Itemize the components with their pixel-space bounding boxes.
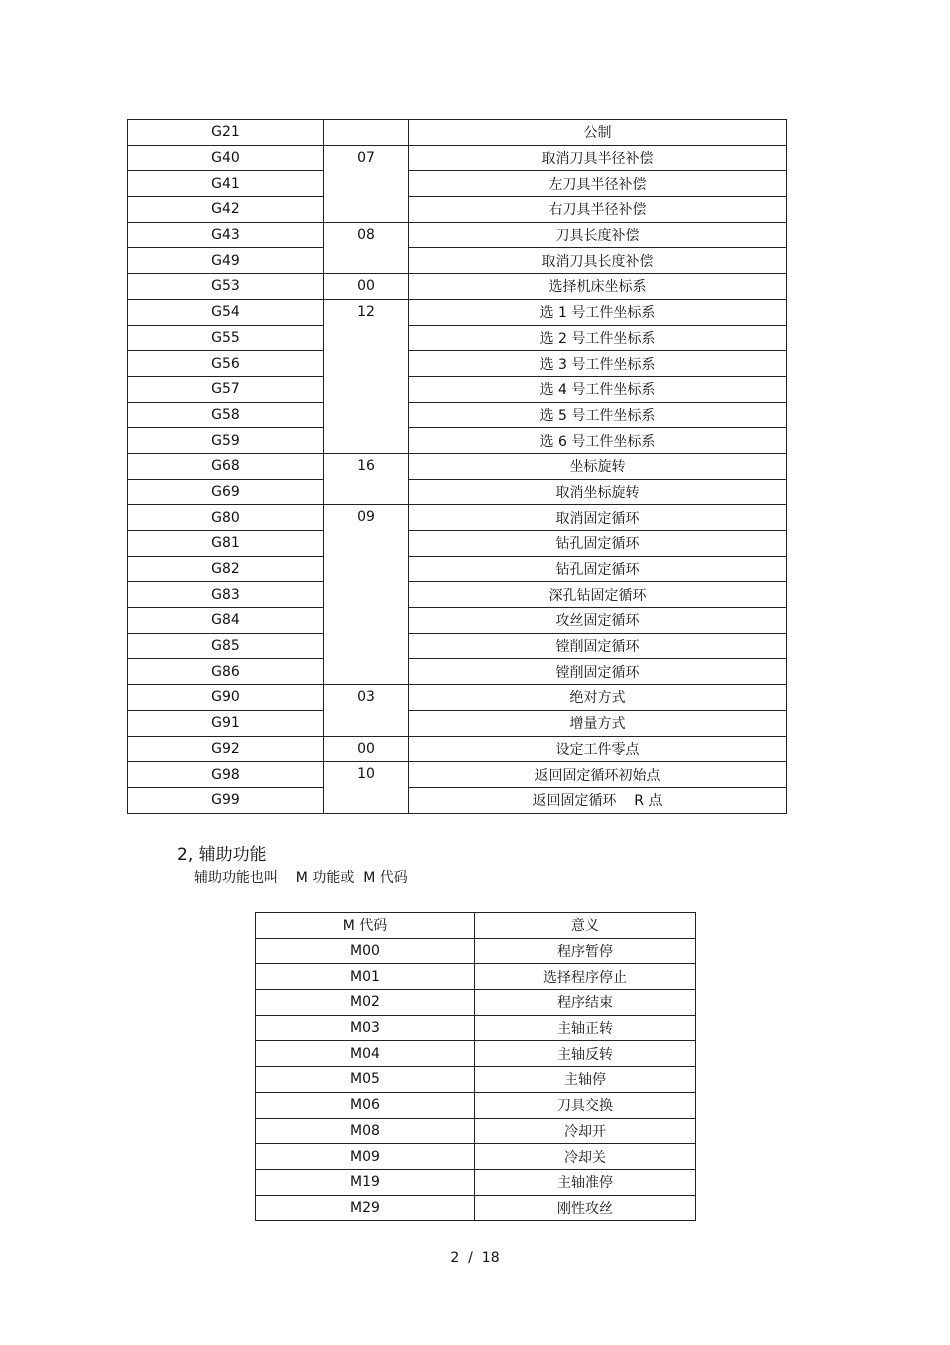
- meaning-cell: 冷却开: [475, 1118, 696, 1144]
- meaning-cell: 深孔钻固定循环: [409, 582, 787, 608]
- table-row: [256, 964, 696, 990]
- g-code-cell: G90: [128, 685, 324, 711]
- meaning-cell: 选 4 号工件坐标系: [409, 376, 787, 402]
- meaning-cell: 选 6 号工件坐标系: [409, 428, 787, 454]
- g-code-cell: G21: [128, 120, 324, 146]
- table-row: [128, 556, 787, 582]
- column-header-meaning: 意义: [475, 913, 696, 939]
- m-code-cell: M29: [256, 1195, 475, 1221]
- table-row: [128, 351, 787, 377]
- table-row: [256, 1195, 696, 1221]
- meaning-cell: 程序暂停: [475, 938, 696, 964]
- table-row: [256, 1169, 696, 1195]
- g-code-cell: G69: [128, 479, 324, 505]
- table-row: [128, 428, 787, 454]
- meaning-cell: 冷却关: [475, 1144, 696, 1170]
- table-header-row: [256, 913, 696, 939]
- meaning-cell: 选 1 号工件坐标系: [409, 299, 787, 325]
- g-code-cell: G40: [128, 145, 324, 171]
- g-code-cell: G91: [128, 710, 324, 736]
- m-code-cell: M06: [256, 1092, 475, 1118]
- table-row: [128, 736, 787, 762]
- table-row: [128, 197, 787, 223]
- meaning-cell: 刚性攻丝: [475, 1195, 696, 1221]
- m-code-cell: M04: [256, 1041, 475, 1067]
- g-code-cell: G84: [128, 608, 324, 634]
- group-cell: 09: [324, 505, 409, 685]
- table-row: [128, 453, 787, 479]
- meaning-cell: 取消刀具半径补偿: [409, 145, 787, 171]
- meaning-cell: 坐标旋转: [409, 453, 787, 479]
- m-code-table: [255, 912, 696, 1221]
- table-row: [128, 531, 787, 557]
- g-code-cell: G82: [128, 556, 324, 582]
- g-code-cell: G81: [128, 531, 324, 557]
- meaning-cell: 选择程序停止: [475, 964, 696, 990]
- m-code-cell: M03: [256, 1015, 475, 1041]
- table-row: [256, 938, 696, 964]
- meaning-cell: 取消固定循环: [409, 505, 787, 531]
- meaning-cell: 主轴停: [475, 1067, 696, 1093]
- group-cell: 08: [324, 222, 409, 273]
- g-code-cell: G86: [128, 659, 324, 685]
- m-code-cell: M09: [256, 1144, 475, 1170]
- meaning-cell: 取消坐标旋转: [409, 479, 787, 505]
- g-code-table: [127, 119, 787, 814]
- meaning-cell: 公制: [409, 120, 787, 146]
- column-header-code: M 代码: [256, 913, 475, 939]
- g-code-cell: G68: [128, 453, 324, 479]
- g-code-cell: G80: [128, 505, 324, 531]
- meaning-cell: 主轴正转: [475, 1015, 696, 1041]
- g-code-cell: G57: [128, 376, 324, 402]
- table-row: [128, 274, 787, 300]
- meaning-cell: 取消刀具长度补偿: [409, 248, 787, 274]
- table-row: [256, 990, 696, 1016]
- g-code-cell: G59: [128, 428, 324, 454]
- meaning-cell: 刀具长度补偿: [409, 222, 787, 248]
- meaning-cell: 钻孔固定循环: [409, 531, 787, 557]
- meaning-cell: 主轴反转: [475, 1041, 696, 1067]
- group-cell: 16: [324, 453, 409, 504]
- m-code-cell: M00: [256, 938, 475, 964]
- table-row: [256, 1041, 696, 1067]
- table-row: [128, 325, 787, 351]
- table-row: [128, 659, 787, 685]
- page-number: 2 / 18: [450, 1250, 500, 1266]
- section-description: 辅助功能也叫 M 功能或 M 代码: [194, 870, 408, 886]
- table-row: [128, 608, 787, 634]
- table-row: [128, 685, 787, 711]
- g-code-cell: G41: [128, 171, 324, 197]
- m-code-cell: M08: [256, 1118, 475, 1144]
- group-cell: 07: [324, 145, 409, 222]
- meaning-cell: 选 5 号工件坐标系: [409, 402, 787, 428]
- meaning-cell: 左刀具半径补偿: [409, 171, 787, 197]
- table-row: [256, 1067, 696, 1093]
- meaning-cell: 选择机床坐标系: [409, 274, 787, 300]
- table-row: [128, 145, 787, 171]
- table-row: [128, 505, 787, 531]
- meaning-cell: 刀具交换: [475, 1092, 696, 1118]
- table-row: [128, 787, 787, 813]
- group-cell: 00: [324, 274, 409, 300]
- group-cell: [324, 120, 409, 146]
- meaning-cell: 钻孔固定循环: [409, 556, 787, 582]
- m-code-cell: M19: [256, 1169, 475, 1195]
- meaning-cell: 右刀具半径补偿: [409, 197, 787, 223]
- m-code-cell: M02: [256, 990, 475, 1016]
- g-code-cell: G58: [128, 402, 324, 428]
- meaning-cell: 绝对方式: [409, 685, 787, 711]
- table-row: [128, 762, 787, 788]
- table-row: [128, 171, 787, 197]
- g-code-cell: G54: [128, 299, 324, 325]
- g-code-cell: G83: [128, 582, 324, 608]
- meaning-cell: 镗削固定循环: [409, 633, 787, 659]
- meaning-cell: 攻丝固定循环: [409, 608, 787, 634]
- meaning-cell: 程序结束: [475, 990, 696, 1016]
- group-cell: 03: [324, 685, 409, 736]
- g-code-cell: G55: [128, 325, 324, 351]
- table-row: [128, 299, 787, 325]
- g-code-cell: G43: [128, 222, 324, 248]
- table-row: [128, 710, 787, 736]
- group-cell: 00: [324, 736, 409, 762]
- meaning-cell: 设定工件零点: [409, 736, 787, 762]
- g-code-cell: G98: [128, 762, 324, 788]
- table-row: [256, 1015, 696, 1041]
- meaning-cell: 增量方式: [409, 710, 787, 736]
- meaning-cell: 选 3 号工件坐标系: [409, 351, 787, 377]
- table-row: [256, 1144, 696, 1170]
- g-code-cell: G99: [128, 787, 324, 813]
- section-title: 2, 辅助功能: [177, 845, 267, 865]
- m-code-cell: M01: [256, 964, 475, 990]
- m-code-cell: M05: [256, 1067, 475, 1093]
- table-row: [256, 1118, 696, 1144]
- table-row: [128, 120, 787, 146]
- g-code-cell: G42: [128, 197, 324, 223]
- table-row: [128, 479, 787, 505]
- g-code-cell: G56: [128, 351, 324, 377]
- table-row: [128, 582, 787, 608]
- group-cell: 10: [324, 762, 409, 813]
- g-code-cell: G49: [128, 248, 324, 274]
- meaning-cell: 主轴准停: [475, 1169, 696, 1195]
- meaning-cell: 返回固定循环 R 点: [409, 787, 787, 813]
- meaning-cell: 镗削固定循环: [409, 659, 787, 685]
- group-cell: 12: [324, 299, 409, 453]
- table-row: [128, 402, 787, 428]
- g-code-cell: G85: [128, 633, 324, 659]
- table-row: [128, 222, 787, 248]
- g-code-cell: G53: [128, 274, 324, 300]
- meaning-cell: 返回固定循环初始点: [409, 762, 787, 788]
- table-row: [128, 376, 787, 402]
- meaning-cell: 选 2 号工件坐标系: [409, 325, 787, 351]
- table-row: [128, 633, 787, 659]
- g-code-cell: G92: [128, 736, 324, 762]
- table-row: [128, 248, 787, 274]
- table-row: [256, 1092, 696, 1118]
